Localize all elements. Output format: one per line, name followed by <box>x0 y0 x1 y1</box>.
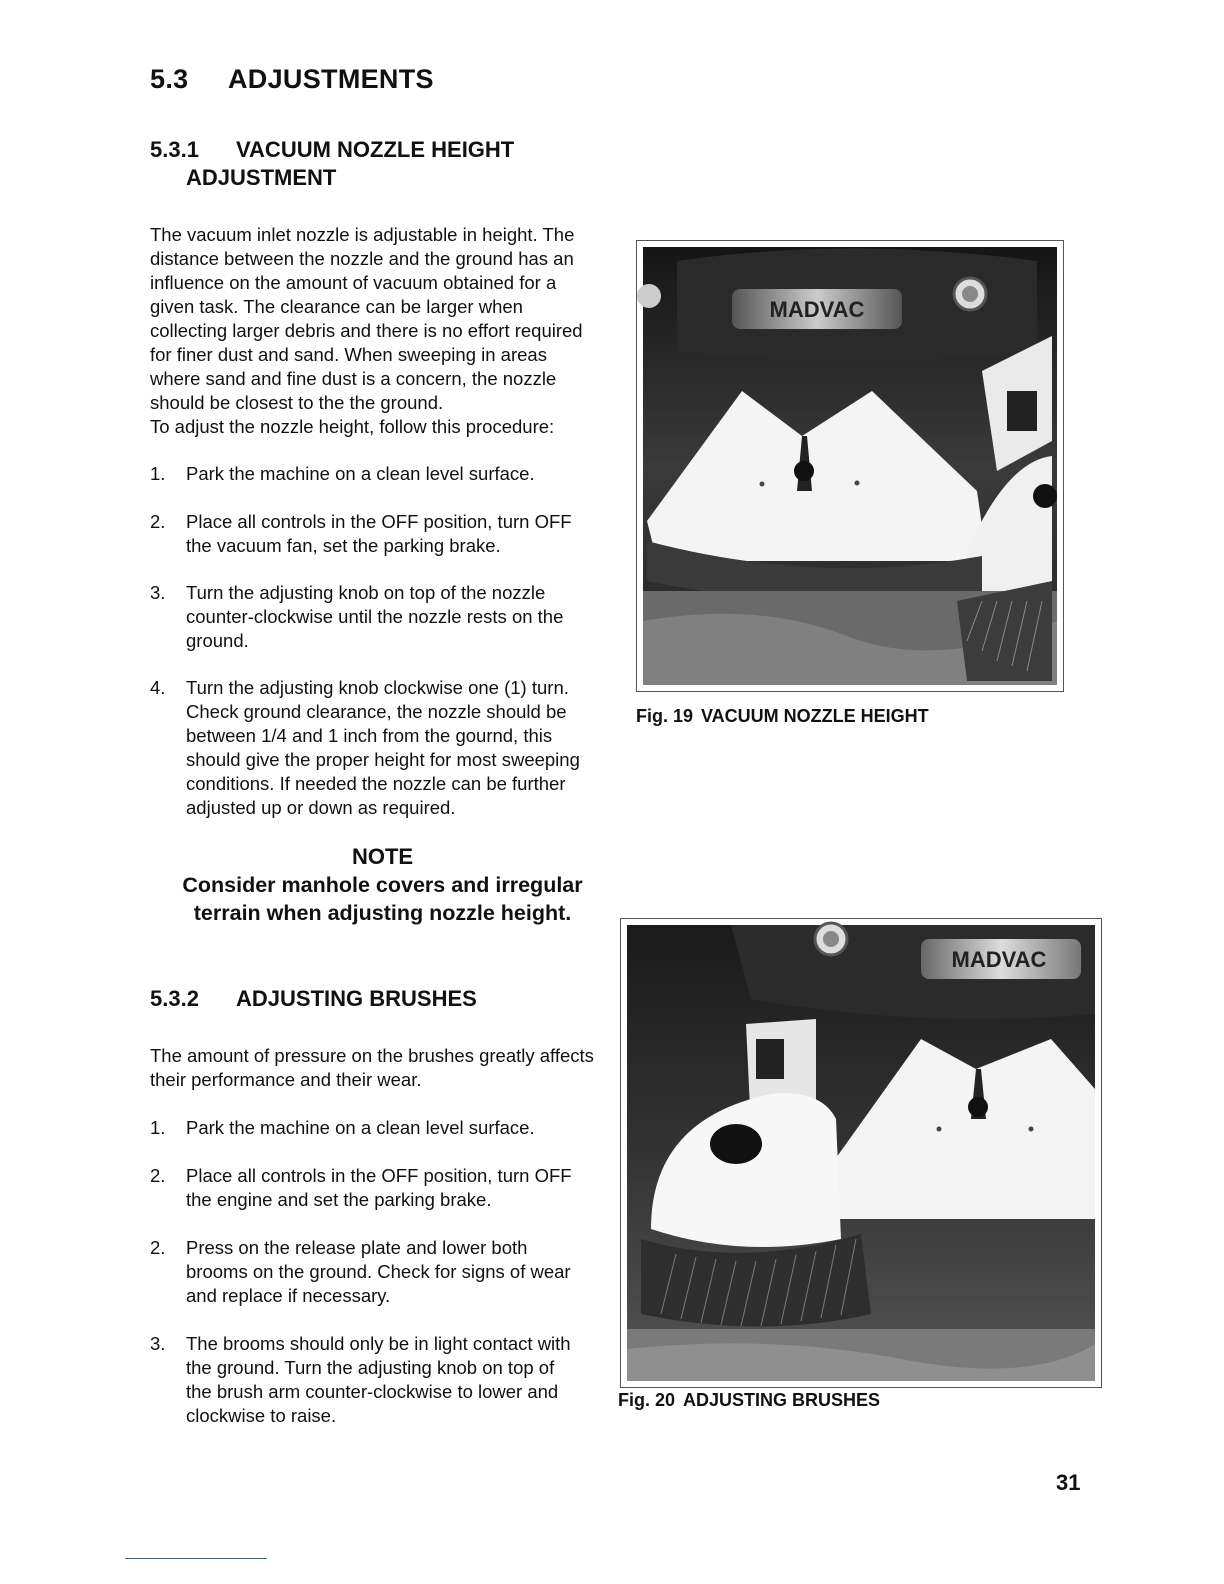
page-number: 31 <box>1056 1470 1081 1495</box>
text-line: counter-clockwise until the nozzle rests on the <box>186 606 564 627</box>
note-title: NOTE <box>351 844 414 869</box>
step-number: 2. <box>150 1165 166 1186</box>
logo-text: MADVAC <box>769 297 865 322</box>
text-line: given task. The clearance can be larger when <box>150 296 523 317</box>
text-line: distance between the nozzle and the ground has an <box>150 248 574 269</box>
text-line: should be closest to the the ground. <box>150 392 444 413</box>
footer-rule <box>125 1558 267 1559</box>
text-line: the vacuum fan, set the parking brake. <box>186 535 501 556</box>
text-line: the brush arm counter-clockwise to lower and <box>186 1381 559 1402</box>
text-line: The brooms should only be in light contact with <box>186 1333 571 1354</box>
text-line: between 1/4 and 1 inch from the gournd, this <box>186 725 553 746</box>
text-line: The vacuum inlet nozzle is adjustable in height. The <box>150 224 575 245</box>
step-number: 3. <box>150 1333 166 1354</box>
text-line: clockwise to raise. <box>186 1405 337 1426</box>
text-line: the engine and set the parking brake. <box>186 1189 492 1210</box>
figure-19-caption <box>636 706 929 727</box>
note-line-2: terrain when adjusting nozzle height. <box>193 901 572 925</box>
figure-title: ADJUSTING BRUSHES <box>683 1390 881 1410</box>
subsection-heading-brushes <box>150 985 477 1013</box>
vacuum-nozzle-illustration <box>637 241 1063 691</box>
text-line: Check ground clearance, the nozzle should be <box>186 701 567 722</box>
text-line: Place all controls in the OFF position, turn OFF <box>186 1165 572 1186</box>
step-number: 4. <box>150 677 166 698</box>
text-line: and replace if necessary. <box>186 1285 391 1306</box>
vacuum-intro-paragraph <box>150 223 620 439</box>
figure-label: Fig. 19 <box>636 706 694 726</box>
step-number: 2. <box>150 511 166 532</box>
step-number: 2. <box>150 1237 166 1258</box>
figure-20-caption <box>618 1390 880 1411</box>
section-heading <box>150 64 434 95</box>
adjusting-brushes-illustration <box>621 919 1101 1387</box>
subsection-number: 5.3.2 <box>150 986 199 1011</box>
text-line: Press on the release plate and lower both <box>186 1237 528 1258</box>
subsection-title-line1: VACUUM NOZZLE HEIGHT <box>236 137 515 162</box>
text-line: the ground. Turn the adjusting knob on top of <box>186 1357 555 1378</box>
note-box <box>150 843 615 927</box>
text-line: brooms on the ground. Check for signs of wear <box>186 1261 571 1282</box>
text-line: Park the machine on a clean level surface. <box>186 1117 535 1138</box>
step-number: 1. <box>150 463 166 484</box>
section-number: 5.3 <box>150 64 189 94</box>
logo-text: MADVAC <box>951 947 1047 972</box>
text-line: their performance and their wear. <box>150 1069 422 1090</box>
text-line: To adjust the nozzle height, follow this procedure: <box>150 416 555 437</box>
figure-title: VACUUM NOZZLE HEIGHT <box>701 706 929 726</box>
text-line: Place all controls in the OFF position, turn OFF <box>186 511 572 532</box>
subsection-heading-vacuum <box>150 136 514 192</box>
text-line: Turn the adjusting knob clockwise one (1) turn. <box>186 677 569 698</box>
text-line: for finer dust and sand. When sweeping in areas <box>150 344 547 365</box>
text-line: conditions. If needed the nozzle can be further <box>186 773 566 794</box>
text-line: Turn the adjusting knob on top of the nozzle <box>186 582 546 603</box>
step-number: 3. <box>150 582 166 603</box>
subsection-title-line2: ADJUSTMENT <box>186 165 337 190</box>
step-number: 1. <box>150 1117 166 1138</box>
figure-label: Fig. 20 <box>618 1390 676 1410</box>
text-line: where sand and fine dust is a concern, the nozzle <box>150 368 557 389</box>
text-line: The amount of pressure on the brushes greatly affects <box>150 1045 594 1066</box>
text-line: should give the proper height for most sweeping <box>186 749 580 770</box>
text-line: ground. <box>186 630 249 651</box>
brushes-intro-paragraph <box>150 1044 620 1092</box>
figure-20-photo <box>620 918 1102 1388</box>
text-line: collecting larger debris and there is no effort required <box>150 320 583 341</box>
section-title: ADJUSTMENTS <box>228 64 434 94</box>
figure-19-photo <box>636 240 1064 692</box>
text-line: adjusted up or down as required. <box>186 797 456 818</box>
text-line: Park the machine on a clean level surface. <box>186 463 535 484</box>
note-line-1: Consider manhole covers and irregular <box>182 873 583 897</box>
subsection-number: 5.3.1 <box>150 137 199 162</box>
text-line: influence on the amount of vacuum obtained for a <box>150 272 557 293</box>
subsection-title: ADJUSTING BRUSHES <box>236 986 477 1011</box>
